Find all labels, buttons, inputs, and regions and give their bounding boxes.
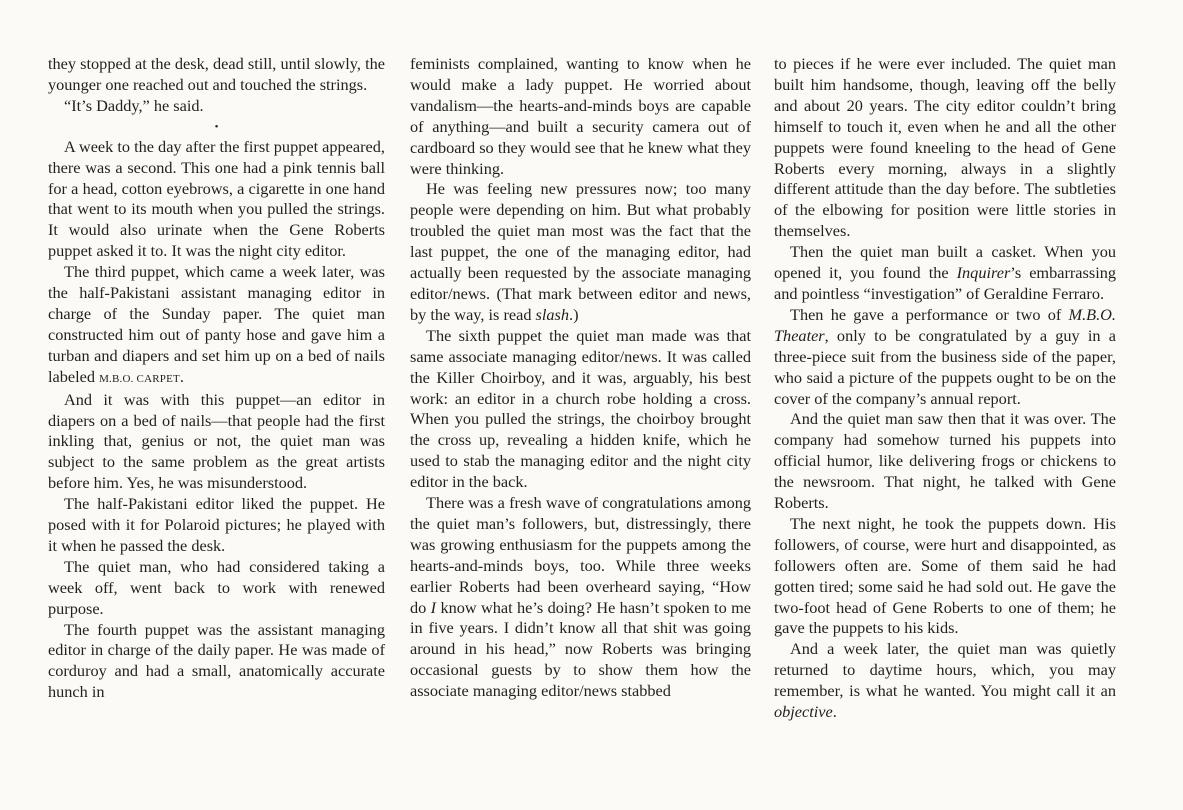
text-column-right <box>774 54 1116 723</box>
emphasis: slash <box>535 304 570 324</box>
paragraph-text: . <box>179 366 184 386</box>
paragraph <box>774 242 1116 305</box>
paragraph: And it was with this puppet—an editor in diapers on a bed of nails—that people had the first inkling that, genius or not, the quiet man was subject to the same problem as the great artists before him. Yes, he was misunderstood. <box>48 389 385 493</box>
paragraph: feminists complained, wanting to know when he would make a lady puppet. He worried about vandalism—the hearts-and-minds boys are capable of anything—and built a security camera out of cardboard so they would see that he knew what they were thinking. <box>410 54 751 178</box>
paragraph: they stopped at the desk, dead still, until slowly, the younger one reached out and touched the strings. <box>48 54 385 94</box>
emphasis: M.B.O. Theater <box>774 304 1116 345</box>
emphasis: I <box>430 597 437 617</box>
paragraph-text: Then he gave a performance or two of <box>790 304 1069 324</box>
paragraph <box>410 493 751 702</box>
paragraph <box>774 305 1116 410</box>
paragraph: And the quiet man saw then that it was over. The company had somehow turned his puppets into official humor, like delivering frogs or chickens to the newsroom. That night, he talked with Gene Roberts. <box>774 409 1116 513</box>
paragraph-text: He was feeling new pressures now; too many people were depending on him. But what probably troubled the quiet man most was the fact that the last puppet, the one of the managing editor, had actually been requested by the associate managing editor/news. (That mark between editor and news, by the way, is read <box>410 179 751 324</box>
section-separator: • <box>214 120 219 133</box>
paragraph-text: ’s embarrassing and pointless “investigation” of Geraldine Ferraro. <box>774 263 1116 303</box>
paragraph: The fourth puppet was the assistant managing editor in charge of the daily paper. He was made of corduroy and had a small, anatomically accurate hunch in <box>48 619 385 702</box>
paragraph <box>410 179 751 325</box>
paragraph: The quiet man, who had considered taking a week off, went back to work with renewed purpose. <box>48 556 385 618</box>
paragraph <box>774 639 1116 723</box>
paragraph: “It’s Daddy,” he said. <box>64 95 204 115</box>
text-column-middle <box>410 54 751 702</box>
paragraph: to pieces if he were ever included. The quiet man built him handsome, though, leaving off the belly and about 20 years. The city editor couldn’t bring himself to touch it, even when he and all the other puppets were found kneeling to the head of Gene Roberts every morning, always in a slightly different attitude than the day before. The subtleties of the elbowing for position were little stories in themselves. <box>774 54 1116 241</box>
paragraph <box>48 262 385 389</box>
emphasis: objective <box>774 702 833 722</box>
paragraph: The half-Pakistani editor liked the puppet. He posed with it for Polaroid pictures; he played with it when he passed the desk. <box>48 494 385 555</box>
paragraph-text: Then the quiet man built a casket. When you opened it, you found the <box>774 242 1116 283</box>
paragraph-text: know what he’s doing? He hasn’t spoken to me in five years. I didn’t know all that shit was going around in his head,” now Roberts was bringing occasional guests by to show them how the associate managing editor/news stabbed <box>410 597 751 701</box>
paragraph-text: There was a fresh wave of congratulations among the quiet man’s followers, but, distressingly, there was growing enthusiasm for the puppets among the hearts-and-minds boys, too. While three weeks earlier Roberts had been overheard saying, “How do <box>410 493 751 617</box>
paragraph-text: .) <box>569 304 579 324</box>
paragraph: The sixth puppet the quiet man made was that same associate managing editor/news. It was called the Killer Choirboy, and it was, arguably, his best work: an editor in a church robe holding a cross. When you pulled the strings, the choirboy brought the cross up, revealing a hidden knife, which he used to stab the managing editor and the night city editor in the back. <box>410 325 751 492</box>
paragraph-text: The third puppet, which came a week later, was the half-Pakistani assistant managing editor in charge of the Sunday paper. The quiet man constructed him out of panty hose and gave him a turban and diapers and set him up on a bed of nails labeled <box>48 262 385 386</box>
paragraph-text: And a week later, the quiet man was quietly returned to daytime hours, which, you may remember, is what he wanted. You might call it an <box>774 639 1116 701</box>
carpet-label: M.B.O. CARPET <box>99 372 180 385</box>
paragraph: A week to the day after the first puppet appeared, there was a second. This one had a pink tennis ball for a head, cotton eyebrows, a cigarette in one hand that went to its mouth when you pulled the strings. It would also urinate when the Gene Roberts puppet asked it to. It was the night city editor. <box>48 136 385 261</box>
emphasis: Inquirer <box>956 263 1011 283</box>
paragraph: The next night, he took the puppets down. His followers, of course, were hurt and disappointed, as followers often are. Some of them said he had gotten tired; some said he had sold out. He gave the two-foot head of Gene Roberts to one of them; he gave the puppets to his kids. <box>774 513 1116 638</box>
paragraph-text: . <box>832 702 837 722</box>
paragraph-text: , only to be congratulated by a guy in a three-piece suit from the business side of the paper, who said a picture of the puppets ought to be on the cover of the company’s annual report. <box>774 325 1116 408</box>
text-column-left <box>48 54 385 703</box>
